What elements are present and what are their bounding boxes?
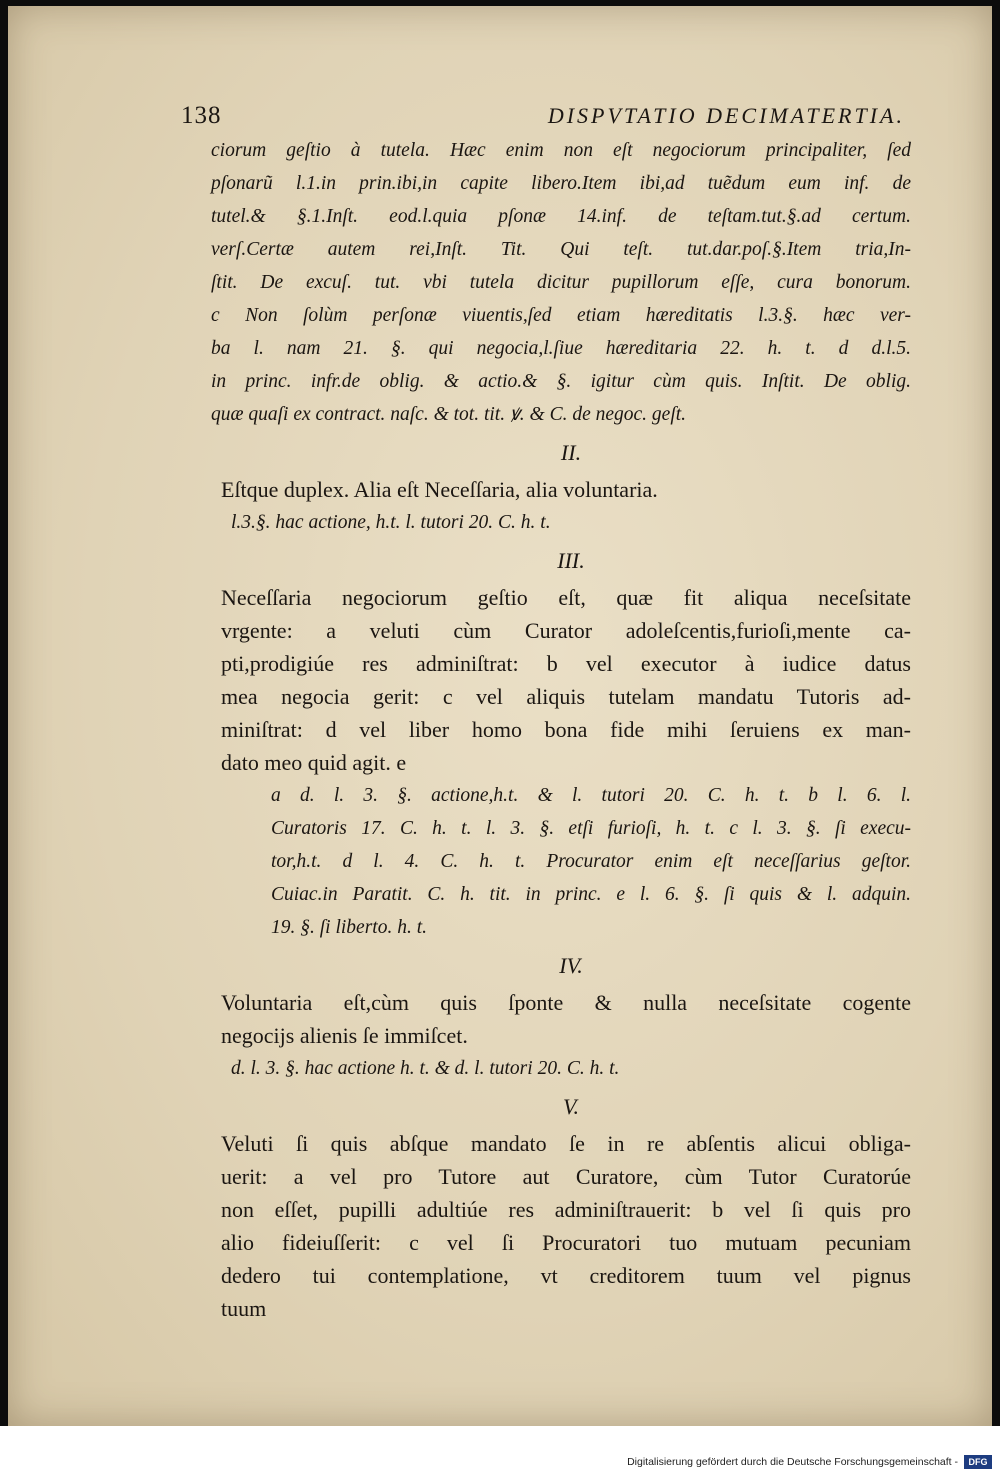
section-number-5: V. <box>562 1094 580 1119</box>
note-line: ſtit. De excuſ. tut. vbi tutela dicitur pupillorum eſſe, cura bonorum. <box>211 272 911 293</box>
page-number: 138 <box>181 102 222 129</box>
section-3-line: vrgente: a veluti cùm Curator adoleſcentis,furioſi,mente ca- <box>221 618 911 643</box>
note-line: 19. §. ſi liberto. h. t. <box>271 917 427 938</box>
section-number-4: IV. <box>559 953 583 978</box>
page-content <box>171 102 911 1325</box>
section-4-line: negocijs alienis ſe immiſcet. <box>221 1023 468 1048</box>
section-5-line: uerit: a vel pro Tutore aut Curatore, cùm Tutor Curatorúe <box>221 1164 911 1189</box>
section-3-line: mea negocia gerit: c vel aliquis tutelam mandatu Tutoris ad- <box>221 684 911 709</box>
note-line: c Non ſolùm perſonæ viuentis,ſed etiam hæreditatis l.3.§. hæc ver- <box>211 305 911 326</box>
catchword: tuum <box>221 1296 267 1321</box>
note-line: Curatoris 17. C. h. t. l. 3. §. etſi furioſi, h. t. c l. 3. §. ſi execu- <box>271 818 911 839</box>
section-2-note: l.3.§. hac actione, h.t. l. tutori 20. C. h. t. <box>231 512 551 533</box>
section-number-2: II. <box>560 440 582 465</box>
section-4-note: d. l. 3. §. hac actione h. t. & d. l. tutori 20. C. h. t. <box>231 1058 620 1079</box>
note-line: in princ. infr.de oblig. & actio.& §. igitur cùm quis. Inſtit. De oblig. <box>211 371 911 392</box>
note-line: pſonarũ l.1.in prin.ibi,in capite libero.Item ibi,ad tuẽdum eum inf. de <box>211 173 911 194</box>
footer-bar <box>0 1426 1000 1474</box>
section-3-line: Neceſſaria negociorum geſtio eſt, quæ fit aliqua neceſsitate <box>221 585 911 610</box>
note-line: a d. l. 3. §. actione,h.t. & l. tutori 20. C. h. t. b l. 6. l. <box>271 785 911 806</box>
section-3-line: miniſtrat: d vel liber homo bona fide mihi ſeruiens ex man- <box>221 717 911 742</box>
section-3-line: dato meo quid agit. e <box>221 750 407 775</box>
notes-top <box>171 134 911 431</box>
note-line: tor,h.t. d l. 4. C. h. t. Procurator enim eſt neceſſarius geſtor. <box>271 851 911 872</box>
section-2-text: Eſtque duplex. Alia eſt Neceſſaria, alia voluntaria. <box>221 477 658 502</box>
section-number-3: III. <box>557 548 585 573</box>
section-5-line: non eſſet, pupilli adultiúe res adminiſtrauerit: b vel ſi quis pro <box>221 1197 911 1222</box>
section-3-notes <box>231 779 911 944</box>
note-line: Cuiac.in Paratit. C. h. tit. in princ. e l. 6. §. ſi quis & l. adquin. <box>271 884 911 905</box>
note-line: tutel.& §.1.Inſt. eod.l.quia pſonæ 14.inf. de teſtam.tut.§.ad certum. <box>211 206 911 227</box>
note-line: verſ.Certæ autem rei,Inſt. Tit. Qui teſt. tut.dar.poſ.§.Item tria,In- <box>211 239 911 260</box>
note-line: quæ quaſi ex contract. naſc. & tot. tit. ꝟ. & C. de negoc. geſt. <box>211 404 687 425</box>
note-line: ba l. nam 21. §. qui negocia,l.ſiue hæreditaria 22. h. t. d d.l.5. <box>211 338 911 359</box>
note-line: ciorum geſtio à tutela. Hæc enim non eſt negociorum principaliter, ſed <box>211 140 911 161</box>
section-5-line: dedero tui contemplatione, vt creditorem tuum vel pignus <box>221 1263 911 1288</box>
dfg-logo-icon: DFG <box>964 1455 992 1469</box>
section-5-line: alio fideiuſſerit: c vel ſi Procuratori tuo mutuam pecuniam <box>221 1230 911 1255</box>
running-title: DISPVTATIO DECIMATERTIA. <box>547 103 905 128</box>
funding-credit: Digitalisierung gefördert durch die Deutsche Forschungsgemeinschaft - <box>627 1456 958 1468</box>
section-5-line: Veluti ſi quis abſque mandato ſe in re abſentis alicui obliga- <box>221 1131 911 1156</box>
section-3-line: pti,prodigiúe res adminiſtrat: b vel executor à iudice datus <box>221 651 911 676</box>
section-4-line: Voluntaria eſt,cùm quis ſponte & nulla neceſsitate cogente <box>221 990 911 1015</box>
running-header <box>171 102 911 130</box>
book-page <box>8 6 992 1426</box>
